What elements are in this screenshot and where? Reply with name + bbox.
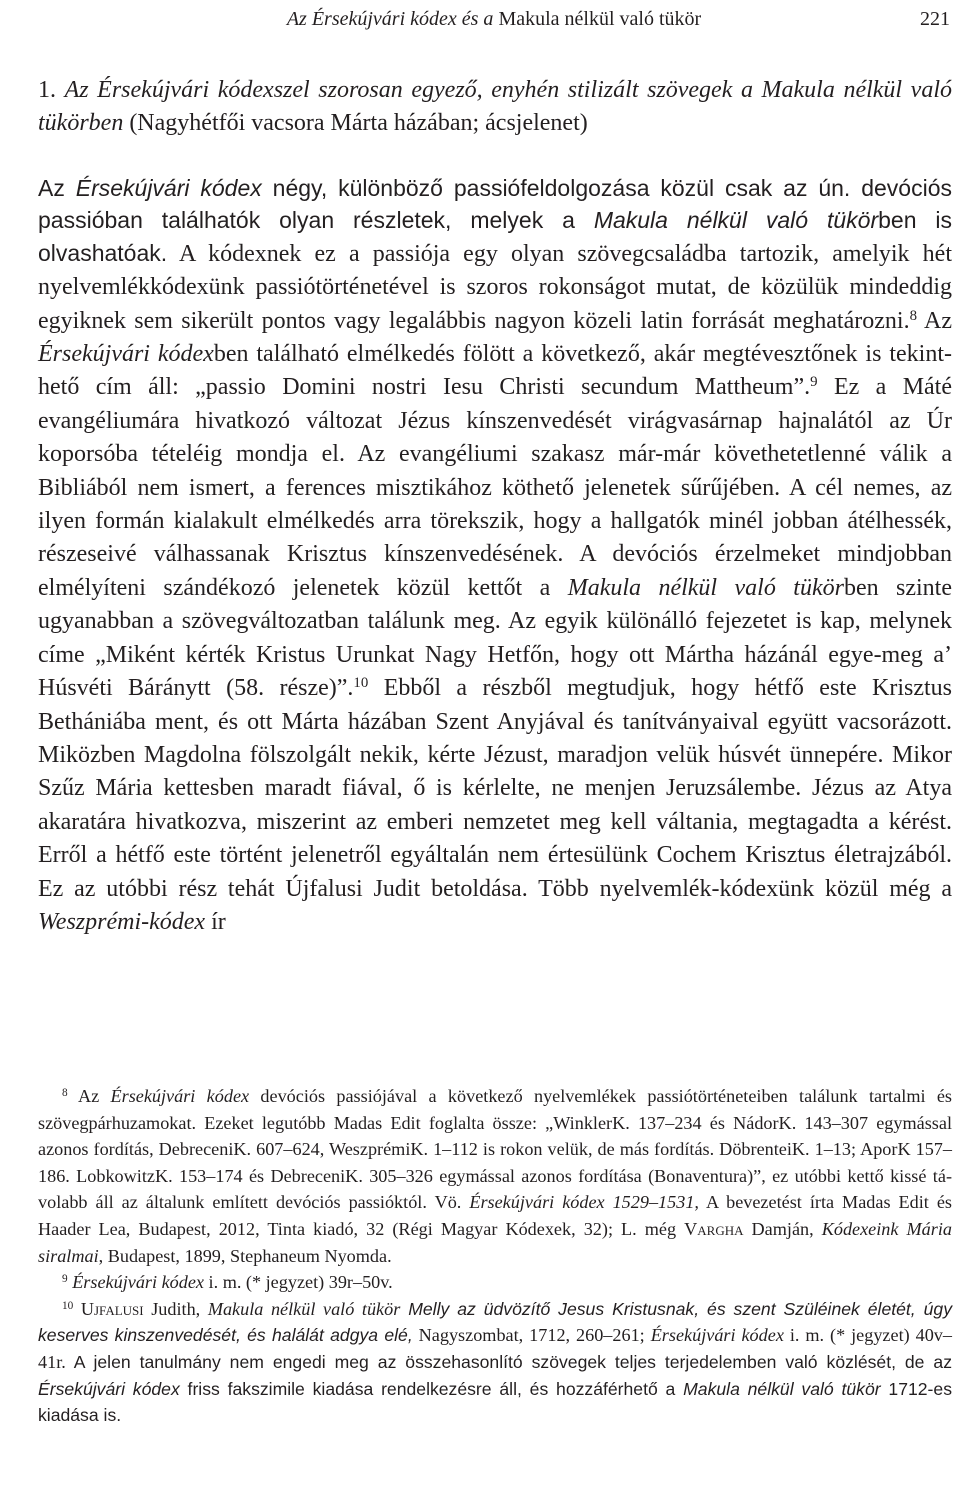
author-name: Ujfalusi [80, 1298, 144, 1319]
text-run: Érsekújvári kódex 1529–1531, [469, 1192, 699, 1213]
text-run: Kódexeink Mária siralmai [38, 1218, 952, 1266]
text-run: Weszprémi-kódex [38, 908, 206, 935]
text-run: Az [67, 1086, 111, 1106]
text-run: Érsekújvári kódex [650, 1325, 784, 1346]
text-run: Makula nélkül való tükör [593, 207, 879, 234]
text-run: Az [38, 175, 76, 201]
text-run: , Budapest, 1899, Stephaneum Nyomda. [98, 1245, 392, 1266]
footnote-ref[interactable]: 9 [810, 374, 818, 391]
heading-italic: Az Érsekújvári kódexszel szorosan egyező, enyhén stilizált szövegek a Makula nélkül való tükörben [38, 77, 952, 136]
text-run: i. m. (* jegyzet) 40v–41r. [38, 1325, 952, 1372]
text-run: Judith, [143, 1298, 208, 1319]
footnote-ref[interactable]: 10 [353, 674, 369, 691]
text-run: Makula nélkül való tükör [567, 574, 844, 601]
footnote-10 [38, 1296, 952, 1429]
footnote-number: 8 [62, 1086, 68, 1099]
heading-number: 1. [38, 77, 65, 103]
text-run: Érsekújvári kódex [110, 1086, 250, 1106]
footnote-ref[interactable]: 8 [909, 307, 918, 324]
text-run: Érsekújvári kódex [67, 1272, 204, 1293]
text-run: ben szinte ugyanabban a szövegváltozatban találunk meg. Az egyik különálló fejezetet is kap, melynek címe „Miként kérték Kristus Urunkat Nagy Hetfőn, hogy ott Mártha házánál egye-meg a’ Húsvéti Báránytt (58. része)”. [38, 574, 952, 702]
text-run: négy, különböző passiófeldolgozása közül csak az ún. devóciós passióban találhatók olyan részletek, melyek a [38, 175, 952, 234]
text-run: Makula nélkül való tükör [207, 1298, 401, 1319]
serif-section [38, 241, 952, 935]
text-run: ben is olvashatóak. [38, 207, 953, 266]
sans-section [38, 1352, 952, 1425]
text-run: Damján, [743, 1218, 822, 1239]
text-run: Melly az üdvözítő Jesus Kristusnak, és szent Szüléinek életét, úgy keserves kinszenvedését, és halálát adgya elé, [38, 1298, 952, 1346]
text-run: Makula nélkül való tükör [683, 1378, 881, 1399]
text-run [73, 1299, 81, 1319]
title-part: és a [456, 8, 499, 30]
page-number: 221 [920, 8, 950, 30]
footnotes [38, 1083, 952, 1429]
section-heading [38, 74, 952, 140]
text-run: friss fakszimile kiadása rendelkezésre áll, és hozzáférhető a [179, 1378, 684, 1399]
text-run: A jelen tanulmány nem engedi meg az összehasonlító szövegek teljes terjedelemben való közlését, de az [65, 1351, 952, 1372]
text-run: A kódexnek ez a passiója egy olyan szövegcsaládba tartozik, amelyik hét nyelvemlékkódexünk passiótörténetével is szoros rokonságot mutat, de közülük mindeddig egyiknek sem sikerült pontos vagy legalábbis nagyon közeli latin forrását meghatározni. [38, 240, 952, 334]
author-name: Vargha [684, 1218, 744, 1239]
text-run: Ez a Máté evangéliumára hivatkozó változat Jézus kínszenvedését virágvasárnap hajnalától az Úr koporsóba tételéig mondja el. [38, 374, 953, 468]
text-run: Nagyszombat, 1712, 260–261; [412, 1325, 651, 1346]
running-title [287, 8, 701, 30]
text-run: 1712-es kiadása is. [38, 1378, 952, 1426]
text-run: A bevezetést írta Madas Edit és Haader Lea, Budapest, 2012, Tinta kiadó, 32 (Régi Magyar Kódexek, 32); L. még [38, 1192, 952, 1239]
text-run: Az evangéliumi szakasz már-már követhetetlenné válik a Bibliából nem ismert, a ferences misztikához köthető jelenetek sűrűjében. [38, 441, 953, 501]
title-part: Makula nélkül való tükör [498, 8, 702, 30]
footnote-9 [38, 1269, 952, 1296]
text-run: Érsekújvári kódex [38, 1378, 180, 1399]
heading-roman: (Nagyhétfői vacsora Márta házában; ácsjelenet) [123, 110, 588, 136]
footnote-number: 10 [62, 1299, 74, 1312]
text-run: ben található elmélkedés fölött a következő, akár megtévesztőnek is tekinthető cím áll: „passio Domini nostri Iesu Christi secundum Mattheum”. [38, 341, 952, 401]
text-run: devóciós passiójával a következő nyelvemlékek passiótörténeteiben találunk tartalmi és szövegpárhuzamokat. Ezeket legutóbb Madas Edit foglalta össze: „WinklerK. 137–234 és NádorK. 143–307 egymással azonos fordítás, DebreceniK. 607–624, WeszprémiK. 1–112 is rokon velük, de más fordítás. DöbrenteiK. 1–13; AporK 157–186. LobkowitzK. 153–174 és DebreceniK. 305–326 egymással azonos fordítása (Bonaventura)”, ez utóbbi kettő kissé távolabb áll az általunk említett devóciós passióktól. Vö. [38, 1086, 952, 1213]
text-run: A cél nemes, az ilyen formán kialakult elmélkedés arra törekszik, hogy a hallgatók minél jobban átélhessék, részeseivé válhassanak Krisztus kínszenvedésének. A devóciós érzelmeket mindjobban elmélyíteni szándékozó jelenetek közül kettőt a [38, 474, 952, 601]
text-run: Érsekújvári kódex [38, 341, 214, 368]
text-run: Ebből a részből megtudjuk, hogy hétfő este Krisztus Bethániába ment, és ott Márta házában Szent Anyjával és tanítványaival együtt vacsorázott. Miközben Magdolna fölszolgált nekik, kérte Jézust, maradjon velük húsvét ünnepére. Mikor Szűz Mária kettesben maradt fiával, ő is kérlelte, ne menjen Jeruzsálembe. Jézus az Atya akaratára hivatkozva, miszerint az emberi nemzetet meg kell váltania, megtagadta a kérést. Erről a hétfő este történt jelenetről egyáltalán nem értesülünk Cochem Krisztus életrajzából. Ez az utóbbi rész tehát Újfalusi Judit betoldása. Több nyelvemlék-kódexünk közül még a [38, 675, 953, 902]
text-run: i. m. (* jegyzet) 39r–50v. [204, 1272, 393, 1293]
text-run: Érsekújvári kódex [75, 175, 262, 201]
title-part: Az Érsekújvári kódex [286, 8, 457, 30]
text-run: Az [917, 307, 952, 334]
footnote-number: 9 [62, 1272, 68, 1285]
running-header [38, 4, 950, 34]
footnote-8 [38, 1083, 952, 1269]
body-paragraph [38, 172, 952, 938]
text-run: ír [205, 908, 226, 935]
